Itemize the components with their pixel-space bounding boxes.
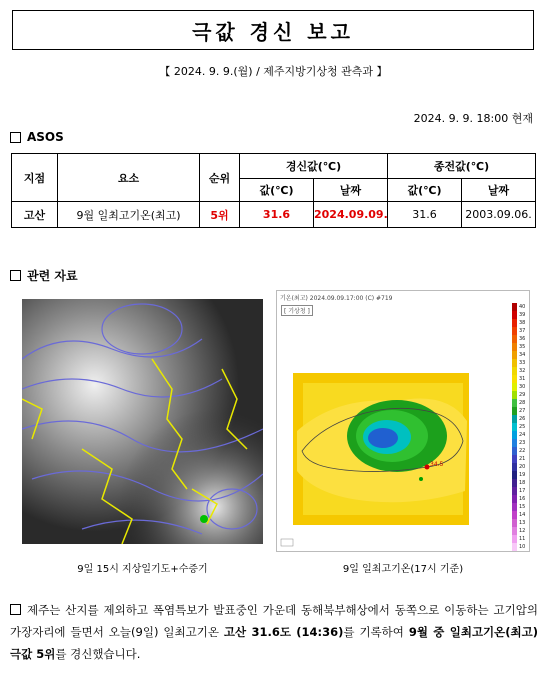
cell-new-date: 2024.09.09. [314,202,388,228]
scale-swatch [512,511,517,519]
scale-label: 24 [519,432,526,438]
scale-swatch [512,311,517,319]
scale-swatch [512,383,517,391]
scale-step [512,479,530,487]
scale-label: 40 [519,304,526,310]
scale-swatch [512,415,517,423]
scale-swatch [512,391,517,399]
scale-step [512,455,530,463]
scale-swatch [512,471,517,479]
scale-label: 38 [519,320,526,326]
scale-step [512,415,530,423]
header-old-value: 값(℃) [388,179,462,202]
scale-label: 14 [519,512,526,518]
summary-highlight-1: 고산 31.6도 (14:36) [223,625,344,639]
scale-swatch [512,423,517,431]
scale-step [512,439,530,447]
scale-swatch [512,343,517,351]
header-new-value: 값(℃) [240,179,314,202]
scale-label: 13 [519,520,526,526]
section-related [10,267,78,284]
scale-swatch [512,375,517,383]
header-rank: 순위 [200,154,240,202]
scale-step [512,391,530,399]
scale-swatch [512,543,517,551]
scale-step [512,431,530,439]
scale-step [512,519,530,527]
asos-table [11,153,536,228]
scale-label: 25 [519,424,526,430]
scale-label: 30 [519,384,526,390]
scale-swatch [512,431,517,439]
scale-step [512,447,530,455]
report-subtitle: 【 2024. 9. 9.(월) / 제주지방기상청 관측과 】 [159,65,388,78]
scale-swatch [512,455,517,463]
header-old-group: 종전값(℃) [388,154,536,179]
scale-label: 36 [519,336,526,342]
scale-label: 33 [519,360,526,366]
scale-step [512,407,530,415]
scale-step [512,335,530,343]
scale-label: 34 [519,352,526,358]
scale-step [512,327,530,335]
map-marker-label: 34.5 [430,461,444,468]
scale-swatch [512,303,517,311]
scale-swatch [512,479,517,487]
scale-step [512,375,530,383]
scale-swatch [512,327,517,335]
cell-rank: 5위 [200,202,240,228]
scale-step [512,359,530,367]
scale-swatch [512,359,517,367]
scale-label: 16 [519,496,526,502]
cell-new-value: 31.6 [240,202,314,228]
scale-step [512,535,530,543]
cell-station: 고산 [12,202,58,228]
scale-swatch [512,367,517,375]
scale-label: 23 [519,440,526,446]
report-title: 극값 경신 보고 [12,10,534,50]
scale-swatch [512,527,517,535]
scale-step [512,495,530,503]
scale-step [512,463,530,471]
scale-swatch [512,463,517,471]
header-new-date: 날짜 [314,179,388,202]
scale-step [512,303,530,311]
scale-swatch [512,487,517,495]
scale-swatch [512,407,517,415]
header-old-date: 날짜 [462,179,536,202]
scale-label: 19 [519,472,526,478]
checkbox-icon [10,604,21,615]
scale-swatch [512,399,517,407]
max-temp-map-caption: 9일 일최고기온(17시 기준) [342,564,464,575]
scale-label: 17 [519,488,526,494]
report-datetime: 2024. 9. 9. 18:00 현재 [413,112,533,125]
scale-step [512,471,530,479]
scale-swatch [512,447,517,455]
scale-label: 12 [519,528,526,534]
scale-swatch [512,535,517,543]
map-tag: [ 기상청 ] [281,305,313,316]
scale-label: 26 [519,416,526,422]
scale-swatch [512,335,517,343]
scale-step [512,343,530,351]
summary-paragraph [10,599,538,665]
scale-step [512,311,530,319]
header-element: 요소 [58,154,200,202]
header-new-group: 경신값(℃) [240,154,388,179]
scale-swatch [512,503,517,511]
scale-label: 21 [519,456,526,462]
scale-label: 10 [519,544,526,550]
scale-label: 27 [519,408,526,414]
cell-old-date: 2003.09.06. [462,202,536,228]
scale-label: 32 [519,368,526,374]
scale-label: 37 [519,328,526,334]
scale-label: 15 [519,504,526,510]
scale-step [512,399,530,407]
summary-highlight-2: 9월 중 일최고기온(최고) 극값 5위 [10,625,539,661]
scale-step [512,527,530,535]
weather-chart-image [22,299,263,544]
section-related-label: 관련 자료 [27,269,78,283]
checkbox-icon [10,132,21,143]
scale-label: 31 [519,376,526,382]
scale-swatch [512,319,517,327]
scale-step [512,367,530,375]
weather-chart-caption: 9일 15시 지상일기도+수증기 [77,564,208,575]
scale-step [512,543,530,551]
cell-element: 9월 일최고기온(최고) [58,202,200,228]
map-header: 기온(최고) 2024.09.09.17:00 (C) #719 [280,295,393,302]
section-asos-label: ASOS [27,130,64,144]
scale-step [512,319,530,327]
scale-label: 28 [519,400,526,406]
scale-swatch [512,519,517,527]
scale-label: 18 [519,480,526,486]
scale-label: 11 [519,536,526,542]
section-asos [10,130,64,144]
header-station: 지점 [12,154,58,202]
temperature-scale [512,303,530,551]
scale-label: 35 [519,344,526,350]
scale-swatch [512,495,517,503]
summary-text-3: 를 경신했습니다. [55,647,141,661]
summary-text-2: 를 기록하여 [343,625,409,639]
scale-step [512,487,530,495]
scale-step [512,423,530,431]
scale-label: 39 [519,312,526,318]
scale-label: 22 [519,448,526,454]
scale-swatch [512,439,517,447]
checkbox-icon [10,270,21,281]
scale-step [512,383,530,391]
cell-old-value: 31.6 [388,202,462,228]
scale-step [512,511,530,519]
scale-step [512,351,530,359]
scale-label: 20 [519,464,526,470]
scale-label: 29 [519,392,526,398]
scale-swatch [512,351,517,359]
scale-step [512,503,530,511]
summary-text-1: 제주는 산지를 제외하고 폭염특보가 발표중인 가운데 동해북부해상에서 동쪽으로 이동하는 고기압의 가장자리에 들면서 오늘(9일) 일최고기온 [10,603,538,639]
max-temp-map-image [276,290,530,552]
